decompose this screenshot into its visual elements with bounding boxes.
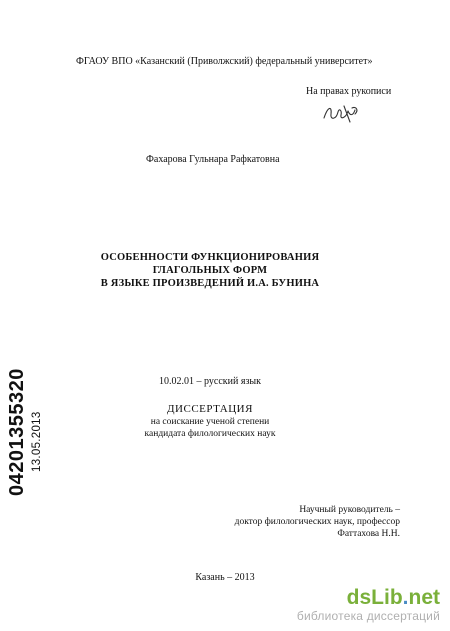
advisor-name: Фаттахова Н.Н. (337, 529, 400, 539)
logo-tld: net (408, 586, 440, 609)
title-line-2: ГЛАГОЛЬНЫХ ФОРМ (152, 265, 268, 276)
city-year: Казань – 2013 (195, 572, 255, 583)
title-line-3: В ЯЗЫКЕ ПРОИЗВЕДЕНИЙ И.А. БУНИНА (100, 278, 320, 289)
dslib-logo (297, 587, 440, 609)
library-stamp-date: 13.05.2013 (31, 411, 43, 472)
library-stamp-number: 04201355320 (6, 368, 28, 496)
author-name: Фахарова Гульнара Рафкатовна (146, 154, 280, 165)
dslib-subtitle: библиотека диссертаций (296, 609, 440, 623)
handwritten-signature (322, 102, 362, 124)
dslib-watermark (297, 587, 440, 623)
advisor-role: Научный руководитель – (299, 505, 400, 515)
title-line-1: ОСОБЕННОСТИ ФУНКЦИОНИРОВАНИЯ (100, 252, 320, 263)
degree-line-1: на соискание ученой степени (150, 417, 270, 427)
degree-line-2: кандидата филологических наук (144, 429, 276, 439)
dissertation-title (60, 251, 360, 290)
dissertation-degree-block (0, 402, 420, 440)
advisor-degree: доктор филологических наук, профессор (234, 517, 400, 527)
dissertation-label: ДИССЕРТАЦИЯ (167, 403, 253, 415)
manuscript-rights-note: На правах рукописи (306, 86, 392, 97)
university-name: ФГАОУ ВПО «Казанский (Приволжский) федеральный университет» (76, 56, 373, 67)
specialty-code: 10.02.01 – русский язык (159, 376, 261, 387)
logo-main: dsLib (346, 586, 403, 609)
logo-dot: . (402, 586, 409, 609)
scientific-advisor-block (210, 504, 400, 540)
